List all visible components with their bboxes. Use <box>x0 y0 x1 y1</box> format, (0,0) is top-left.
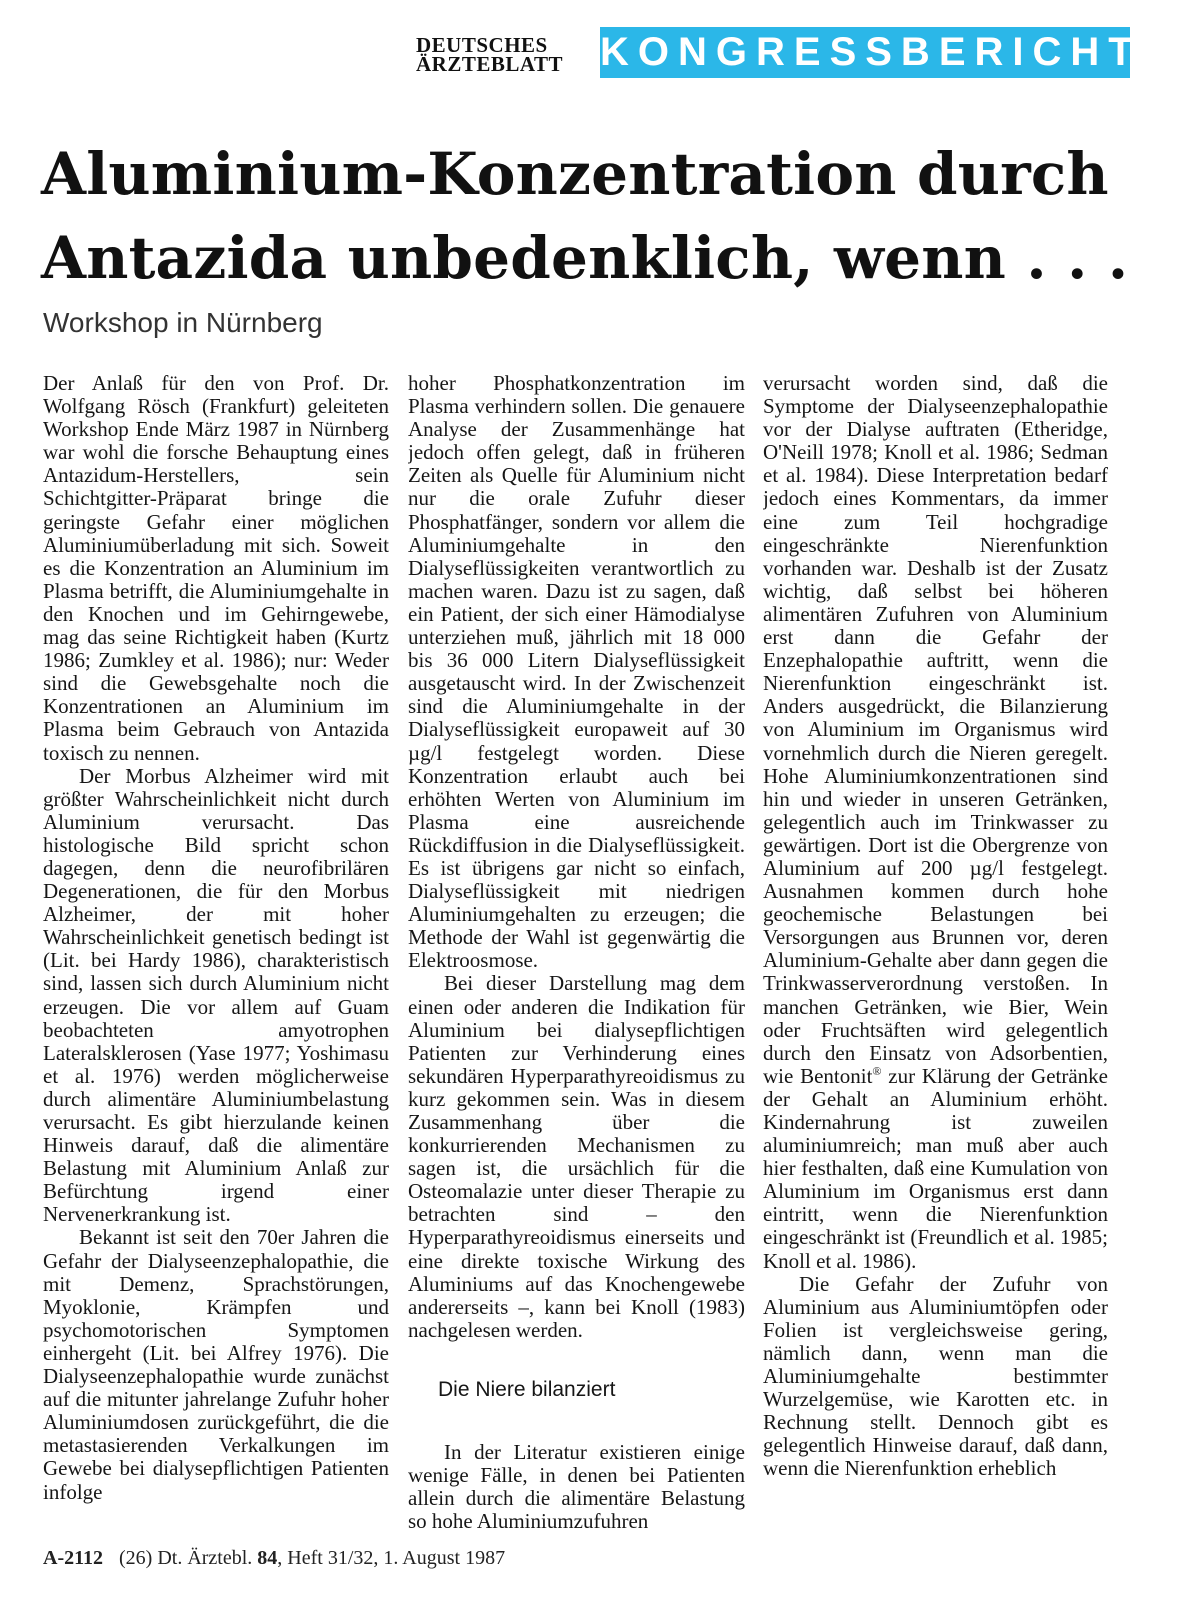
article-subhead: Workshop in Nürnberg <box>43 307 323 338</box>
registered-mark: ® <box>872 1063 882 1078</box>
section-banner: KONGRESSBERICHT <box>600 27 1130 78</box>
page-number: A-2112 <box>43 1547 103 1569</box>
paragraph: Bei dieser Darstellung mag dem einen oder anderen die Indikation für Aluminium bei dialysepflichtigen Patienten zur Verhinderung eines sekundären Hyperparathyreoidismus zu kurz gekommen sein. Was in diesem Zusammenhang über die konkurrierenden Mechanismen zu sagen ist, die ursächlich für die Osteomalazie unter dieser Therapie zu betrachten sind – den Hyperparathyreoidismus einerseits und eine direkte toxische Wirkung des Aluminiums auf das Knochengewebe andererseits –, kann bei Knoll (1983) nachgelesen werden. <box>408 971 745 1342</box>
journal-masthead <box>416 33 586 76</box>
paragraph: Die Gefahr der Zufuhr von Aluminium aus Aluminiumtöpfen oder Folien ist vergleichsweise gering, nämlich dann, wenn man die Aluminiumgehalte bestimmter Wurzelgemüse, wie Karotten etc. in Rechnung stellt. Dennoch gibt es gelegentlich Hinweise darauf, daß dann, wenn die Nierenfunktion erheblich <box>763 1271 1108 1481</box>
paragraph-text: zur Klärung der Getränke der Gehalt an Aluminium erhöht. Kindernahrung ist zuweilen aluminiumreich; man muß aber auch hier festhalten, daß eine Kumulation von Aluminium im Organismus erst dann eintritt, wenn die Nierenfunktion eingeschränkt ist (Freundlich et al. 1985; Knoll et al. 1986). <box>763 1063 1108 1273</box>
paragraph: In der Literatur existieren einige wenige Fälle, in denen bei Patienten allein durch die alimentäre Belastung so hohe Aluminiumzufuhren <box>408 1440 745 1534</box>
paragraph: Der Morbus Alzheimer wird mit größter Wahrscheinlichkeit nicht durch Aluminium verursacht. Das histologische Bild spricht schon dagegen, denn die neurofibrilären Degenerationen, die für den Morbus Alzheimer, der mit hoher Wahrscheinlichkeit genetisch bedingt ist (Lit. bei Hardy 1986), charakteristisch sind, lassen sich durch Aluminium nicht erzeugen. Die vor allem auf Guam beobachteten amyotrophen Lateralsklerosen (Yase 1977; Yoshimasu et al. 1976) werden möglicherweise durch alimentäre Aluminiumbelastung verursacht. Es gibt hierzulande keinen Hinweis darauf, daß die alimentäre Belastung mit Aluminium Anlaß zur Befürchtung irgend einer Nervenerkrankung ist. <box>43 763 389 1227</box>
text-column-2 <box>408 372 745 1548</box>
footer-citation: (26) Dt. Ärztebl. <box>119 1547 258 1569</box>
masthead-line-1: DEUTSCHES <box>416 33 548 57</box>
paragraph: Der Anlaß für den von Prof. Dr. Wolfgang Rösch (Frankfurt) geleiteten Workshop Ende März 1987 in Nürnberg war wohl die forsche Behauptung eines Antazidum-Herstellers, sein Schichtgitter-Präparat bringe die geringste Gefahr einer möglichen Aluminiumüberladung mit sich. Soweit es die Konzentration an Aluminium im Plasma betrifft, die Aluminiumgehalte in den Knochen und im Gehirngewebe, mag das seine Richtigkeit haben (Kurtz 1986; Zumkley et al. 1986); nur: Weder sind die Gewebsgehalte noch die Konzentrationen an Aluminium im Plasma beim Gebrauch von Antazida toxisch zu nennen. <box>43 372 389 765</box>
paragraph: hoher Phosphatkonzentration im Plasma verhindern sollen. Die genauere Analyse der Zusammenhänge hat jedoch offen gelegt, daß in früheren Zeiten als Quelle für Aluminium nicht nur die orale Zufuhr dieser Phosphatfänger, sondern vor allem die Aluminiumgehalte in den Dialyseflüssigkeiten verantwortlich zu machen waren. Dazu ist zu sagen, daß ein Patient, der sich einer Hämodialyse unterziehen muß, jährlich mit 18 000 bis 36 000 Litern Dialyseflüssigkeit ausgetauscht wird. In der Zwischenzeit sind die Aluminiumgehalte in der Dialyseflüssigkeit europaweit auf 30 µg/l festgelegt worden. Diese Konzentration erlaubt auch bei erhöhten Werten von Aluminium im Plasma eine ausreichende Rückdiffusion in die Dialyseflüssigkeit. Es ist übrigens gar nicht so einfach, Dialyseflüssigkeit mit niedrigen Aluminiumgehalten zu erzeugen; die Methode der Wahl ist gegenwärtig die Elektroosmose. <box>408 372 745 973</box>
paragraph: Bekannt ist seit den 70er Jahren die Gefahr der Dialyseenzephalopathie, die mit Demenz, Sprachstörungen, Myoklonie, Krämpfen und psychomotorischen Symptomen einhergeht (Lit. bei Alfrey 1976). Die Dialyseenzephalopathie wurde zunächst auf die mitunter jahrelange Zufuhr hoher Aluminiumdosen zurückgeführt, die die metastasierenden Verkalkungen im Gewebe bei dialysepflichtigen Patienten infolge <box>43 1225 389 1504</box>
footer-volume: 84 <box>257 1547 278 1569</box>
section-heading: Die Niere bilanziert <box>438 1377 616 1401</box>
paragraph <box>763 372 1108 1273</box>
footer-issue: , Heft 31/32, 1. August 1987 <box>277 1547 506 1569</box>
page-footer <box>43 1547 505 1570</box>
text-column-3 <box>763 372 1108 1548</box>
masthead-line-2: ÄRZTEBLATT <box>416 52 563 76</box>
text-column-1 <box>43 372 389 1548</box>
article-headline: Aluminium-Konzentration durch Antazida unbedenklich, wenn . . . <box>41 140 1129 292</box>
paragraph-text: verursacht worden sind, daß die Symptome der Dialyseenzephalopathie vor der Dialyse auftraten (Etheridge, O'Neill 1978; Knoll et al. 1986; Sedman et al. 1984). Diese Interpretation bedarf jedoch eines Kommentars, da immer eine zum Teil hochgradige eingeschränkte Nierenfunktion vorhanden war. Deshalb ist der Zusatz wichtig, daß selbst bei höheren alimentären Zufuhren von Aluminium erst dann die Gefahr der Enzephalopathie auftritt, wenn die Nierenfunktion eingeschränkt ist. Anders ausgedrückt, die Bilanzierung von Aluminium im Organismus wird vornehmlich durch die Nieren geregelt. Hohe Aluminiumkonzentrationen sind hin und wieder in unseren Getränken, gelegentlich auch im Trinkwasser zu gewärtigen. Dort ist die Obergrenze von Aluminium auf 200 µg/l festgelegt. Ausnahmen kommen durch hohe geochemische Belastungen bei Versorgungen aus Brunnen vor, deren Aluminium-Gehalte aber dann gegen die Trinkwasserverordnung verstoßen. In manchen Getränken, wie Bier, Wein oder Fruchtsäften wird gelegentlich durch den Einsatz von Adsorbentien, wie Bentonit <box>763 372 1108 1088</box>
